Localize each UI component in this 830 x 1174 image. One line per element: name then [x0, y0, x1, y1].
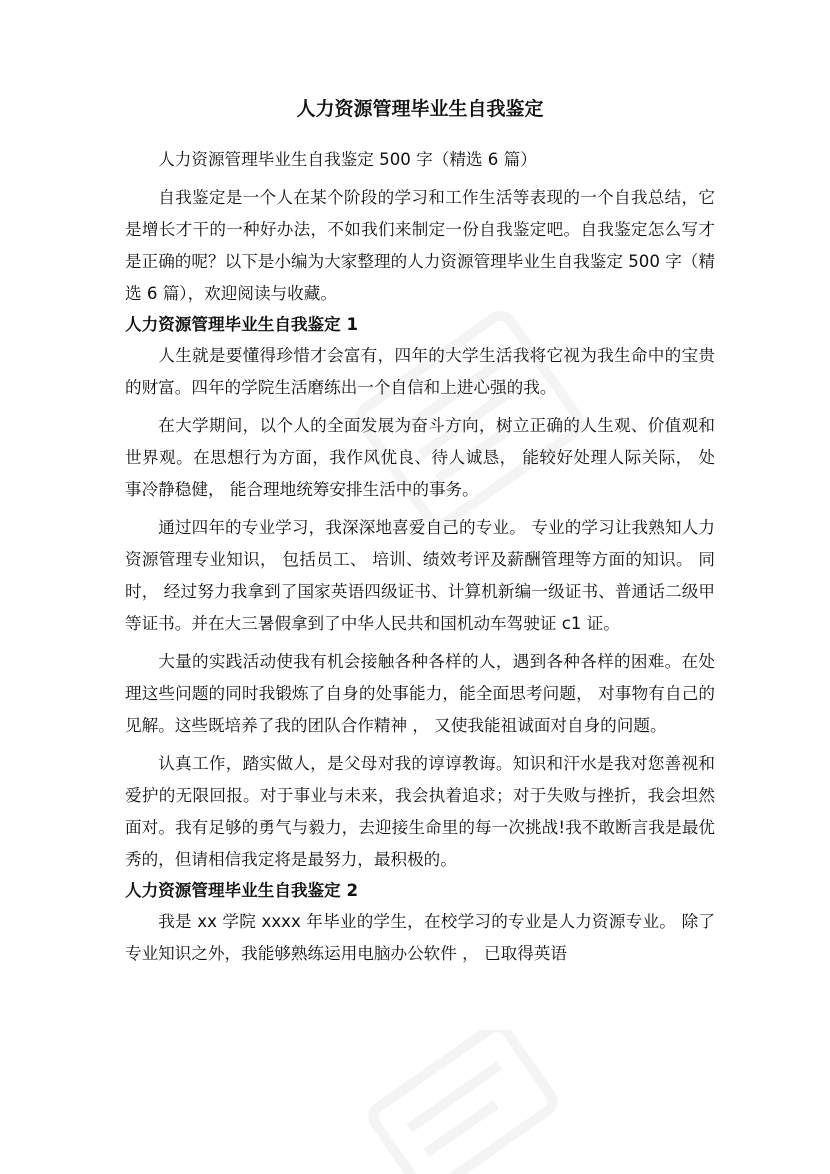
document-body: [125, 96, 715, 976]
watermark-logo-bottom: [330, 1030, 590, 1174]
section-1-paragraph-2: 在大学期间，以个人的全面发展为奋斗方向，树立正确的人生观、价值观和世界观。在思想行为方面，我作风优良、待人诚恳， 能较好处理人际关际， 处事冷静稳健， 能合理地统筹安排生活中的事务。: [125, 416, 715, 499]
section-1-paragraph-4: 大量的实践活动使我有机会接触各种各样的人，遇到各种各样的困难。在处理这些问题的同时我锻炼了自身的处事能力，能全面思考问题， 对事物有自己的见解。这些既培养了我的团队合作精神 ， 又使我能祖诚面对自身的问题。: [125, 652, 715, 735]
section-2-heading: 人力资源管理毕业生自我鉴定 2: [125, 881, 359, 900]
section-1-paragraph-1: 人生就是要懂得珍惜才会富有，四年的大学生活我将它视为我生命中的宝贵的财富。四年的学院生活磨练出一个自信和上进心强的我。: [125, 346, 715, 397]
section-1-paragraph-5: 认真工作，踏实做人，是父母对我的谆谆教诲。知识和汗水是我对您善视和爱护的无限回报。对于事业与未来，我会执着追求；对于失败与挫折，我会坦然面对。我有足够的勇气与毅力，去迎接生命里的每一次挑战!我不敢断言我是最优秀的，但请相信我定将是最努力，最积极的。: [125, 754, 715, 869]
document-title: 人力资源管理毕业生自我鉴定: [296, 98, 544, 120]
document-subtitle: 人力资源管理毕业生自我鉴定 500 字（精选 6 篇）: [158, 150, 537, 169]
section-1-heading: 人力资源管理毕业生自我鉴定 1: [125, 315, 359, 334]
intro-paragraph: 自我鉴定是一个人在某个阶段的学习和工作生活等表现的一个自我总结，它是增长才干的一种好办法，不如我们来制定一份自我鉴定吧。自我鉴定怎么写才是正确的呢？以下是小编为大家整理的人力资源管理毕业生自我鉴定 500 字（精选 6 篇），欢迎阅读与收藏。: [125, 188, 715, 303]
section-2-paragraph-1: 我是 xx 学院 xxxx 年毕业的学生，在校学习的专业是人力资源专业。 除了专业知识之外，我能够熟练运用电脑办公软件 ， 已取得英语: [125, 912, 715, 963]
section-1-paragraph-3: 通过四年的专业学习，我深深地喜爱自己的专业。 专业的学习让我熟知人力资源管理专业知识， 包括员工、 培训、绩效考评及薪酬管理等方面的知识。 同时， 经过努力我拿到了国家英语四级证书、计算机新编一级证书、普通话二级甲等证书。并在大三暑假拿到了中华人民共和国机动车驾驶证 c1 证。: [125, 518, 715, 633]
